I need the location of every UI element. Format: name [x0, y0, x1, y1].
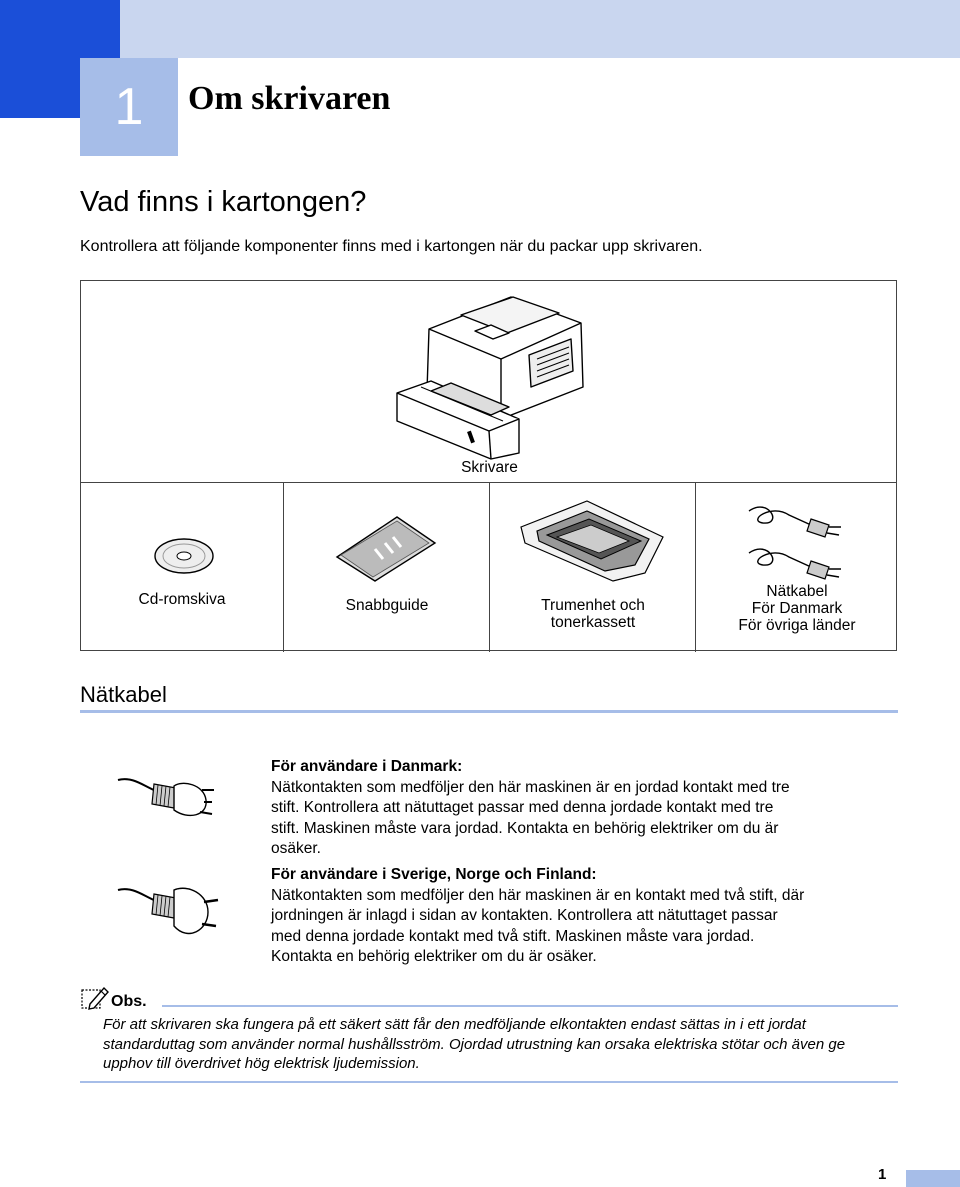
denmark-block	[271, 757, 790, 860]
page-number: 1	[878, 1166, 887, 1183]
cable-section-rule	[80, 710, 898, 713]
cd-rom-illustration	[153, 536, 215, 576]
denmark-line: stift. Kontrollera att nätuttaget passar med denna jordade kontakt med tre	[271, 799, 774, 816]
box-divider	[283, 482, 284, 652]
box-divider	[695, 482, 696, 652]
quick-guide-caption: Snabbguide	[345, 597, 429, 614]
note-rule	[162, 1005, 898, 1007]
danish-plug-illustration	[118, 774, 224, 836]
nordic-line: jordningen är inlagd i sidan av kontakten. Kontrollera att nätuttaget passar	[271, 907, 778, 924]
drum-unit-caption-line: tonerkassett	[550, 614, 636, 631]
cable-section-title: Nätkabel	[80, 682, 167, 707]
nordic-heading: För användare i Sverige, Norge och Finland:	[271, 866, 597, 883]
drum-unit-illustration	[517, 497, 667, 583]
nordic-line: med denna jordade kontakt med två stift. Maskinen måste vara jordad.	[271, 927, 755, 945]
denmark-heading: För användare i Danmark:	[271, 758, 463, 775]
power-cord-caption	[697, 583, 897, 634]
power-cords-illustration	[741, 495, 853, 585]
denmark-line: Nätkontakten som medföljer den här maskinen är en jordad kontakt med tre	[271, 778, 790, 796]
power-cord-caption-line: För övriga länder	[738, 617, 856, 634]
nordic-line: Kontakta en behörig elektriker om du är osäker.	[271, 948, 597, 965]
nordic-block	[271, 865, 804, 968]
power-cord-caption-line: Nätkabel	[766, 583, 828, 600]
header-band	[120, 0, 960, 58]
printer-caption: Skrivare	[461, 459, 518, 476]
note-line: upphov till överdrivet hög elektrisk ljudemission.	[103, 1055, 420, 1072]
box-contents-frame	[80, 280, 897, 651]
denmark-line: osäker.	[271, 840, 321, 857]
schuko-plug-illustration	[118, 884, 224, 946]
printer-illustration	[391, 291, 591, 451]
section-title: Vad finns i kartongen?	[80, 186, 367, 218]
section-intro: Kontrollera att följande komponenter finns med i kartongen när du packar upp skrivaren.	[80, 238, 703, 255]
nordic-line: Nätkontakten som medföljer den här maskinen är en kontakt med två stift, där	[271, 886, 805, 904]
quick-guide-illustration	[335, 513, 439, 583]
drum-unit-caption-line: Trumenhet och	[541, 597, 645, 614]
denmark-line: stift. Maskinen måste vara jordad. Kontakta en behörig elektriker om du är	[271, 819, 779, 837]
note-line: standarduttag som använder normal hushållsström. Ojordad utrustning kan orsaka elektriska stötar och även ge	[103, 1035, 846, 1053]
power-cord-caption-line: För Danmark	[751, 600, 843, 617]
cd-rom-caption: Cd-romskiva	[138, 591, 226, 608]
page-tab	[906, 1170, 960, 1187]
note-text	[103, 1015, 893, 1074]
drum-unit-caption	[491, 597, 695, 631]
box-divider	[489, 482, 490, 652]
note-label: Obs.	[111, 993, 147, 1010]
chapter-title: Om skrivaren	[188, 80, 391, 117]
note-pencil-icon	[80, 986, 110, 1012]
note-bottom-rule	[80, 1081, 898, 1083]
note-line: För att skrivaren ska fungera på ett säkert sätt får den medföljande elkontakten endast sättas in i ett jordat	[103, 1016, 806, 1033]
chapter-number: 1	[114, 78, 144, 136]
